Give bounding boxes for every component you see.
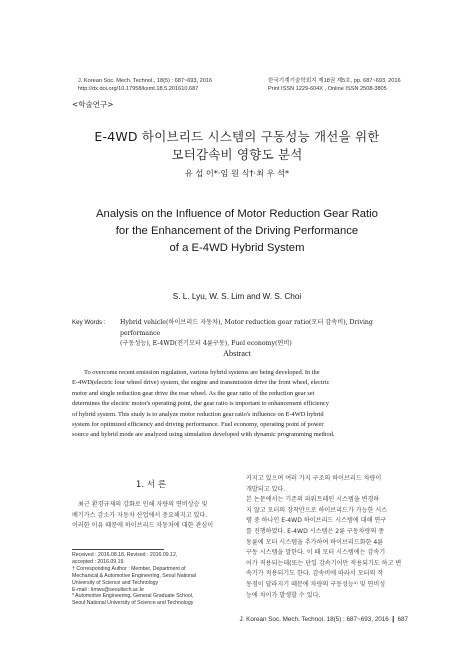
- abstract-body: [72, 368, 405, 441]
- korean-title-line: 모터감속비 영향도 분석: [171, 147, 303, 162]
- page-footer: J. Korean Soc. Mech. Technol. 18(5) : 687~693, 2016 ❙ 687: [239, 616, 408, 623]
- abstract-line: system for optimized efficiency and driving performance. Fuel economy, operating point of power: [72, 421, 324, 429]
- footnote-line: University of Science and Technology: [72, 579, 159, 586]
- keywords-text: [120, 318, 405, 350]
- abstract-line: source and hybrid mode are analyzed using simulation developed with dynamic programming method.: [72, 431, 335, 439]
- footnote-line: E-mail : limws@seoultech.ac.kr: [72, 586, 145, 593]
- journal-header-left: [78, 77, 212, 93]
- footnote-divider: [72, 549, 164, 550]
- english-authors: S. L. Lyu, W. S. Lim and W. S. Choi: [172, 292, 302, 301]
- header-right-line: 한국기계기술학회지 제18권 제5호, pp. 687~693, 2016: [268, 78, 401, 84]
- abstract-heading: Abstract: [223, 349, 251, 358]
- footnote-line: accepted : 2016.09.19.: [72, 558, 125, 565]
- footnote-line: Mechanical & Automotive Engineering, Seoul National: [72, 572, 196, 579]
- right-column-body: [246, 474, 408, 601]
- footnote-line: Seoul National University of Science and Technology: [72, 600, 194, 607]
- body-line: 이러한 이유 때문에 하이브리드 자동차에 대한 관심이: [72, 522, 214, 530]
- body-line: 속기가 적용되기도 한다. 감속비에 따라서 모터의 작: [246, 570, 384, 578]
- footnotes: [72, 552, 232, 607]
- english-title-line: of a E-4WD Hybrid System: [169, 242, 305, 254]
- body-line: 구동 시스템을 말한다. 이 때 모터 시스템에는 감속기: [246, 549, 386, 557]
- footnote-line: Received : 2016.08.18, Revised : 2016.09.12,: [72, 552, 178, 558]
- header-left-line: J. Korean Soc. Mech. Technol., 18(5) : 687~693, 2016: [78, 78, 213, 84]
- footnote-line: * Automotive Engineering, General Graduate School,: [72, 593, 194, 600]
- body-line: 최근 환경규제의 강화로 인해 자량의 연비상승 및: [78, 501, 208, 508]
- article-category: <학술연구>: [72, 100, 114, 109]
- korean-authors: 유 섭 이*·임 원 식†·최 우 석*: [184, 168, 290, 178]
- english-title-line: for the Enhancement of the Driving Performance: [115, 225, 359, 237]
- abstract-line: To overcome recent emission regulation, various hybrid systems are being developed. In the: [84, 369, 320, 376]
- english-title-line: Analysis on the Influence of Motor Reduction Gear Ratio: [96, 208, 378, 220]
- abstract-line: determines the electric motor's operating point, the gear ratio is important to enhancement efficiency: [72, 400, 329, 408]
- header-right-line: Print ISSN 1229-604X , Online ISSN 2508-3805: [268, 86, 387, 92]
- body-line: 지 않고 모터의 장착만으로 하이브리드가 가능한 시스: [246, 506, 388, 514]
- body-line: 를 진행하였다. E-4WD 시스템은 2륜 구동차량의 종: [246, 527, 385, 535]
- header-left-line: http://dx.doi.org/10.17958/ksmt.18.5.201610.687: [78, 86, 199, 92]
- keywords-label: Key Words :: [72, 319, 106, 326]
- abstract-line: E-4WD(electric four wheel drive) system, the engine and transmission drive the front wheel, electric: [72, 379, 330, 387]
- section-heading: 1. 서 론: [135, 480, 167, 490]
- keywords-line: Hybrid vehicle(하이브리드 자동차), Motor reduction gear ratio(모터 감속비), Driving performance: [120, 319, 373, 337]
- footnote-line: † Corresponding Author : Member, Department of: [72, 565, 186, 572]
- body-line: 템 중 하나인 E-4WD 하이브리드 시스템에 대해 연구: [246, 517, 387, 525]
- body-line: 동륜에 모터 시스템을 추가하여 하이브리드화한 4륜: [246, 538, 384, 546]
- body-line: 커지고 있으며 여러 가지 구조의 하이브리드 차량이: [246, 475, 382, 482]
- abstract-line: motor and single reduction gear drive the rear wheel. As the gear ratio of the reduction gear set: [72, 389, 315, 397]
- body-line: 어가 적용되는데(또는 단일 감속기어만 적용되기도 하고 변: [246, 559, 402, 567]
- left-column-body: [72, 500, 230, 532]
- body-line: 본 논문에서는 기존의 파워트레인 시스템을 변경하: [246, 496, 380, 504]
- keywords-line: (구동성능), E-4WD(전기모터 4륜구동), Fuel economy(연비): [120, 340, 292, 347]
- body-line: 개발되고 있다.: [246, 485, 286, 493]
- body-line: 동점이 달라지기 때문에 차량의 구동성능¹⁾ 및 연비성: [246, 580, 386, 588]
- journal-header-right: [268, 77, 401, 93]
- body-line: 배기가스 감소가 자동차 산업에서 중요해지고 있다.: [72, 511, 208, 519]
- korean-title-line: E-4WD 하이브리드 시스템의 구동성능 개선을 위한: [94, 129, 380, 144]
- abstract-line: of hybrid system. This study is to analyze motor reduction gear ratio's influence on E-4WD hybrid: [72, 410, 324, 418]
- body-line: 능에 차이가 발생할 수 있다.: [246, 591, 321, 599]
